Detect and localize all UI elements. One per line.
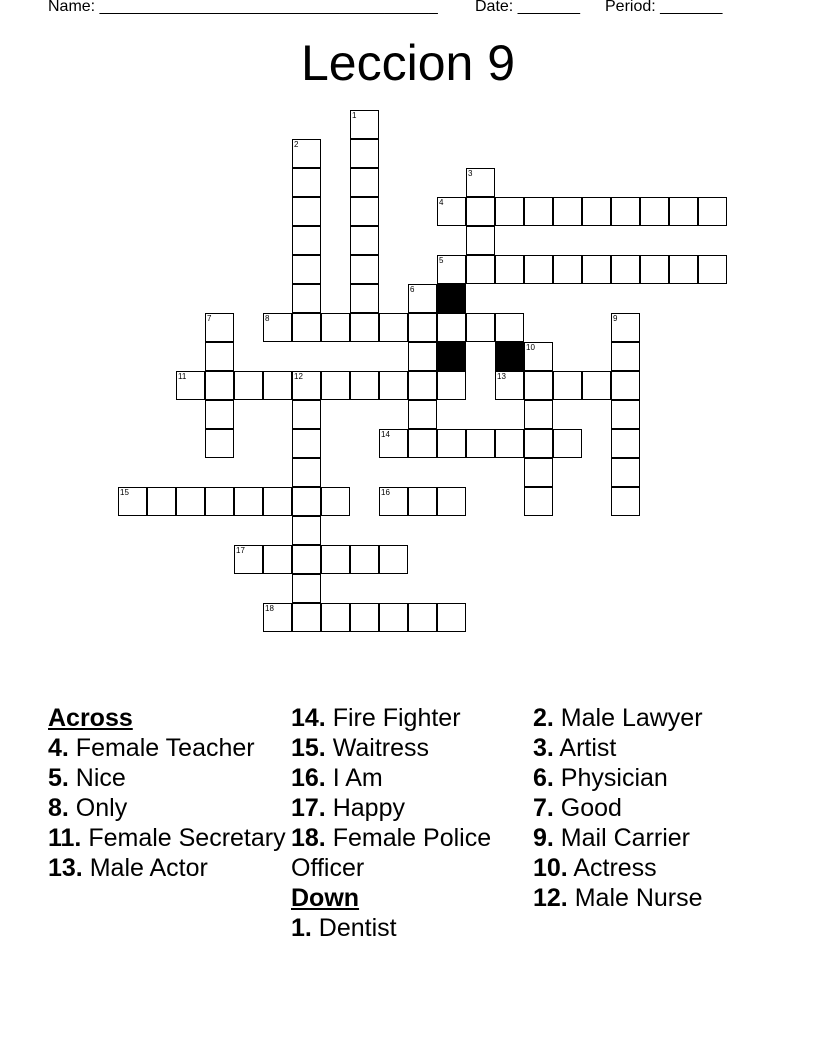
name-field-label[interactable]: Name: ______________________________________ [48, 0, 438, 15]
clue-number-label: 8 [265, 314, 270, 323]
answer-cell[interactable] [205, 400, 234, 429]
across-clues-part-2 [291, 703, 531, 883]
answer-cell[interactable] [321, 545, 350, 574]
clue-text: I Am [325, 764, 383, 792]
clue-item [533, 883, 773, 913]
answer-cell[interactable] [466, 313, 495, 342]
answer-cell[interactable] [321, 371, 350, 400]
answer-cell[interactable] [292, 313, 321, 342]
answer-cell[interactable] [524, 255, 553, 284]
answer-cell[interactable] [466, 255, 495, 284]
clue-number-label: 4 [439, 198, 444, 207]
clue-text: Fire Fighter [325, 704, 461, 732]
answer-cell[interactable] [321, 487, 350, 516]
answer-cell[interactable] [321, 603, 350, 632]
clue-text: Male Nurse [567, 884, 703, 912]
answer-cell[interactable] [611, 371, 640, 400]
clue-text: Female Police Officer [291, 824, 492, 882]
clue-number: 4. [48, 734, 69, 762]
clue-text: Waitress [325, 734, 430, 762]
clue-number-label: 16 [381, 488, 390, 497]
clue-text: Male Lawyer [553, 704, 703, 732]
answer-cell[interactable] [292, 429, 321, 458]
answer-cell[interactable] [524, 371, 553, 400]
answer-cell[interactable] [292, 400, 321, 429]
clue-number-label: 2 [294, 140, 299, 149]
answer-cell[interactable] [292, 284, 321, 313]
clue-item [533, 823, 773, 853]
clue-text: Male Actor [82, 854, 208, 882]
answer-cell[interactable] [640, 255, 669, 284]
black-cell [437, 342, 466, 371]
clue-number: 15. [291, 734, 326, 762]
answer-cell[interactable] [408, 429, 437, 458]
down-heading: Down [291, 884, 360, 912]
clue-text: Happy [325, 794, 405, 822]
clue-number: 16. [291, 764, 326, 792]
answer-cell[interactable] [321, 313, 350, 342]
clue-item [291, 763, 531, 793]
clue-number-label: 6 [410, 285, 415, 294]
answer-cell[interactable] [524, 458, 553, 487]
clue-text: Dentist [311, 914, 397, 942]
clue-number-label: 11 [178, 372, 187, 381]
answer-cell[interactable] [437, 603, 466, 632]
date-field-label[interactable]: Date: _______ [475, 0, 580, 15]
answer-cell[interactable] [350, 284, 379, 313]
answer-cell[interactable] [553, 197, 582, 226]
clue-item [533, 733, 773, 763]
clue-number: 7. [533, 794, 554, 822]
clue-item [48, 763, 288, 793]
black-cell [437, 284, 466, 313]
answer-cell[interactable] [408, 313, 437, 342]
clue-text: Mail Carrier [553, 824, 690, 852]
clue-number: 5. [48, 764, 69, 792]
across-clues-part-1 [48, 733, 288, 883]
answer-cell[interactable] [292, 574, 321, 603]
clue-item [533, 703, 773, 733]
answer-cell[interactable] [350, 603, 379, 632]
answer-cell[interactable] [205, 342, 234, 371]
answer-cell[interactable] [408, 371, 437, 400]
answer-cell[interactable] [437, 429, 466, 458]
answer-cell[interactable] [698, 255, 727, 284]
clue-number-label: 12 [294, 372, 303, 381]
answer-cell[interactable] [408, 603, 437, 632]
answer-cell[interactable] [234, 371, 263, 400]
answer-cell[interactable] [495, 429, 524, 458]
answer-cell[interactable] [350, 255, 379, 284]
answer-cell[interactable] [611, 197, 640, 226]
answer-cell[interactable] [292, 545, 321, 574]
answer-cell[interactable] [640, 197, 669, 226]
clue-number-label: 18 [265, 604, 274, 613]
clue-number-label: 14 [381, 430, 390, 439]
answer-cell[interactable] [553, 255, 582, 284]
answer-cell[interactable] [379, 545, 408, 574]
clue-item [48, 823, 288, 853]
clue-number: 11. [48, 824, 82, 852]
answer-cell[interactable] [611, 255, 640, 284]
answer-cell[interactable] [524, 487, 553, 516]
clue-number-label: 3 [468, 169, 473, 178]
answer-cell[interactable] [350, 545, 379, 574]
answer-cell[interactable] [379, 603, 408, 632]
black-cell [495, 342, 524, 371]
clue-column-2 [291, 703, 531, 943]
clue-number: 1. [291, 914, 312, 942]
answer-cell[interactable] [698, 197, 727, 226]
answer-cell[interactable] [495, 255, 524, 284]
clue-text: Artist [553, 734, 617, 762]
clue-item [291, 733, 531, 763]
clue-column-3 [533, 703, 773, 913]
clue-item [533, 763, 773, 793]
clue-number-label: 10 [526, 343, 535, 352]
clue-item [533, 853, 773, 883]
answer-cell[interactable] [611, 458, 640, 487]
clue-column-1 [48, 703, 288, 883]
answer-cell[interactable] [669, 197, 698, 226]
answer-cell[interactable] [553, 371, 582, 400]
answer-cell[interactable] [582, 371, 611, 400]
answer-cell[interactable] [466, 197, 495, 226]
clue-text: Nice [68, 764, 126, 792]
answer-cell[interactable] [292, 197, 321, 226]
page-title: Leccion 9 [300, 35, 516, 91]
answer-cell[interactable] [350, 197, 379, 226]
clue-number: 9. [533, 824, 554, 852]
down-clues-part-1 [291, 913, 531, 943]
answer-cell[interactable] [379, 371, 408, 400]
answer-cell[interactable] [611, 487, 640, 516]
answer-cell[interactable] [350, 371, 379, 400]
answer-cell[interactable] [408, 487, 437, 516]
answer-cell[interactable] [611, 429, 640, 458]
answer-cell[interactable] [350, 168, 379, 197]
clue-number: 6. [533, 764, 554, 792]
answer-cell[interactable] [292, 516, 321, 545]
answer-cell[interactable] [205, 371, 234, 400]
answer-cell[interactable] [437, 371, 466, 400]
answer-cell[interactable] [292, 487, 321, 516]
clue-number: 8. [48, 794, 69, 822]
period-field-label[interactable]: Period: _______ [605, 0, 723, 15]
answer-cell[interactable] [611, 342, 640, 371]
clue-item [291, 823, 531, 883]
clue-text: Female Teacher [68, 734, 255, 762]
clue-number: 18. [291, 824, 326, 852]
answer-cell[interactable] [582, 255, 611, 284]
clue-item [48, 853, 288, 883]
clue-text: Female Secretary [81, 824, 286, 852]
clue-number: 10. [533, 854, 568, 882]
clue-number-label: 1 [352, 111, 357, 120]
clue-text: Actress [567, 854, 657, 882]
clue-number-label: 13 [497, 372, 506, 381]
answer-cell[interactable] [437, 313, 466, 342]
clue-number-label: 17 [236, 546, 245, 555]
clue-text: Only [68, 794, 128, 822]
answer-cell[interactable] [292, 603, 321, 632]
answer-cell[interactable] [350, 313, 379, 342]
answer-cell[interactable] [553, 429, 582, 458]
answer-cell[interactable] [379, 313, 408, 342]
clue-number: 13. [48, 854, 83, 882]
answer-cell[interactable] [495, 197, 524, 226]
answer-cell[interactable] [669, 255, 698, 284]
clue-item [291, 793, 531, 823]
across-heading: Across [48, 704, 133, 732]
clue-number-label: 9 [613, 314, 618, 323]
clue-number: 2. [533, 704, 554, 732]
answer-cell[interactable] [234, 487, 263, 516]
clue-item [291, 913, 531, 943]
answer-cell[interactable] [205, 487, 234, 516]
answer-cell[interactable] [263, 371, 292, 400]
clue-text: Good [553, 794, 622, 822]
answer-cell[interactable] [495, 313, 524, 342]
answer-cell[interactable] [292, 226, 321, 255]
clue-number-label: 15 [120, 488, 129, 497]
clue-item [533, 793, 773, 823]
answer-cell[interactable] [466, 226, 495, 255]
answer-cell[interactable] [176, 487, 205, 516]
answer-cell[interactable] [524, 429, 553, 458]
answer-cell[interactable] [611, 400, 640, 429]
down-clues-part-2 [533, 703, 773, 913]
answer-cell[interactable] [350, 139, 379, 168]
answer-cell[interactable] [408, 400, 437, 429]
clue-number: 14. [291, 704, 326, 732]
clue-number-label: 5 [439, 256, 444, 265]
clue-number: 17. [291, 794, 326, 822]
answer-cell[interactable] [292, 458, 321, 487]
clue-number-label: 7 [207, 314, 212, 323]
answer-cell[interactable] [582, 197, 611, 226]
answer-cell[interactable] [437, 487, 466, 516]
answer-cell[interactable] [524, 400, 553, 429]
answer-cell[interactable] [292, 255, 321, 284]
clue-number: 12. [533, 884, 568, 912]
answer-cell[interactable] [263, 487, 292, 516]
answer-cell[interactable] [408, 342, 437, 371]
clue-item [48, 793, 288, 823]
answer-cell[interactable] [524, 197, 553, 226]
answer-cell[interactable] [147, 487, 176, 516]
answer-cell[interactable] [292, 168, 321, 197]
clue-item [291, 703, 531, 733]
answer-cell[interactable] [466, 429, 495, 458]
answer-cell[interactable] [205, 429, 234, 458]
clue-item [48, 733, 288, 763]
clue-text: Physician [553, 764, 668, 792]
answer-cell[interactable] [263, 545, 292, 574]
clue-number: 3. [533, 734, 554, 762]
answer-cell[interactable] [350, 226, 379, 255]
